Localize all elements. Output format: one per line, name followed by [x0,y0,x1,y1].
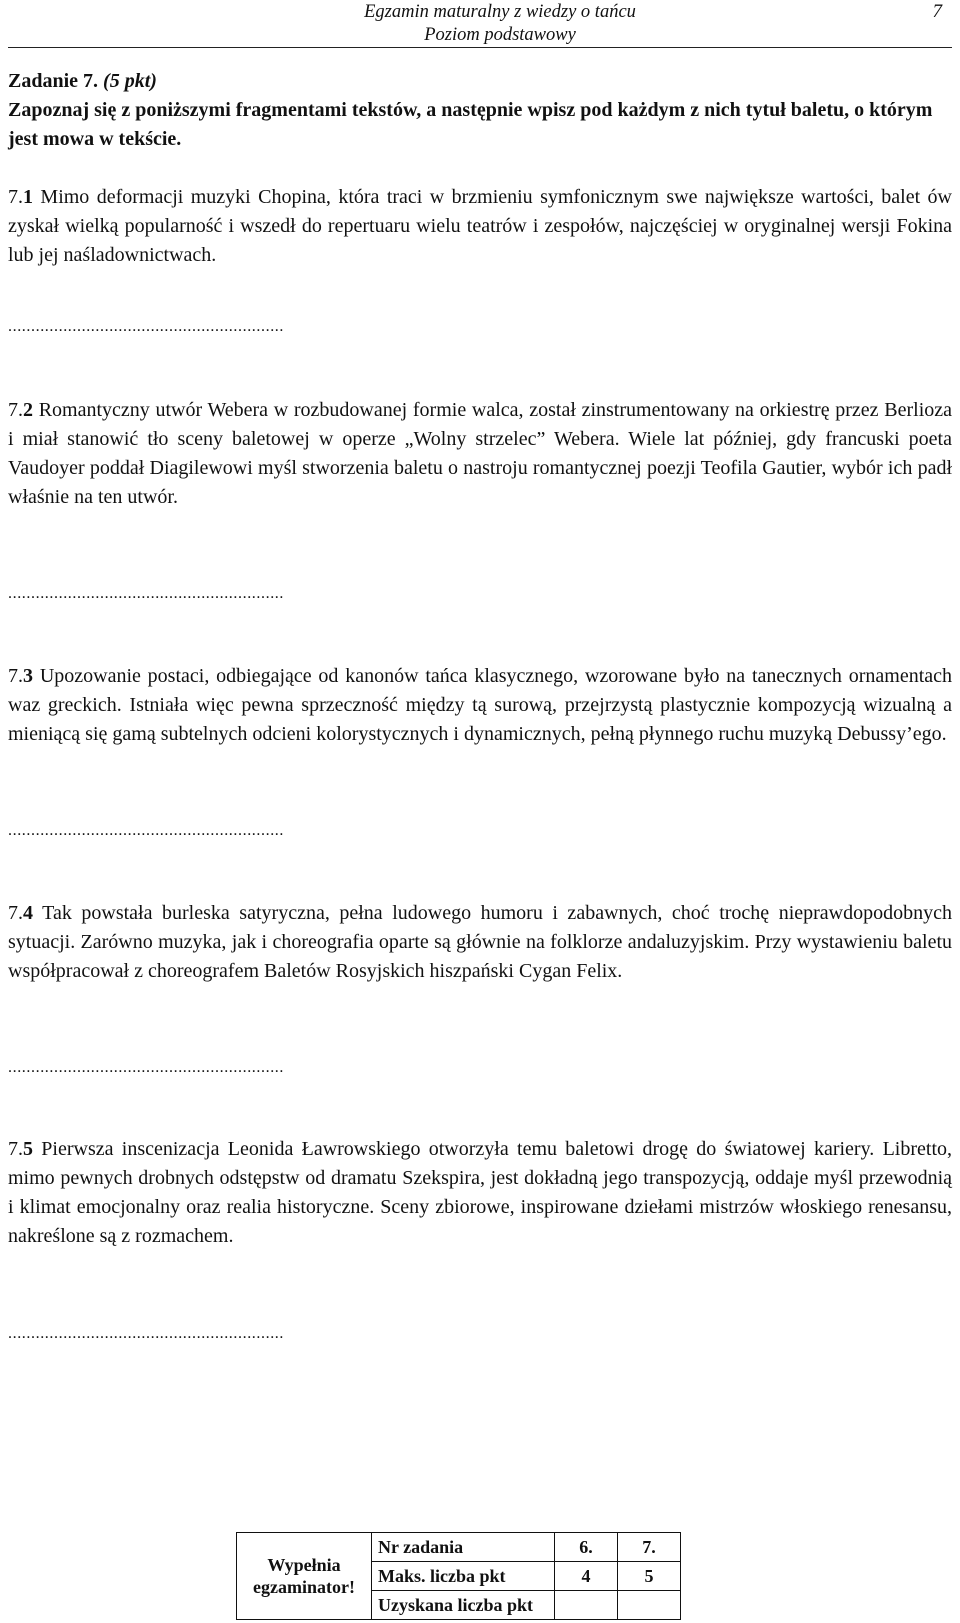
question-minor: 4 [23,902,33,924]
grading-got-7[interactable] [618,1591,681,1620]
task-title-line [8,67,952,96]
question-text: Upozowanie postaci, odbiegające od kanonów tańca klasycznego, wzorowane było na tanecznych ornamentach waz greckich. Istniała więc pewna sprzeczność między tą surową, przejrzystą plastycznie kompozycją wizualną a mieniącą się gamą subtelnych odcieni kolorystycznych i dynamicznych, pełną płynnego ruchu muzyką Debussy’ego. [8,665,953,745]
exam-name: Egzamin maturalny z wiedzy o tańcu [364,2,636,22]
task-instruction: Zapoznaj się z poniższymi fragmentami tekstów, a następnie wpisz pod każdym z nich tytuł baletu, o którym jest mowa w tekście. [8,99,933,150]
grading-table [236,1532,681,1620]
question-text: Tak powstała burleska satyryczna, pełna ludowego humoru i zabawnych, choć trochę nieprawdopodobnych sytuacji. Zarówno muzyka, jak i choreografia oparte są głównie na folklorze andaluzyjskim. Przy wystawieniu baletu współpracował z choreografem Baletów Rosyjskich hiszpański Cygan Felix. [8,902,952,982]
page-number: 7 [932,1,942,22]
question-7-5 [8,1135,952,1251]
exam-title [8,1,952,47]
task-number: Zadanie 7. [8,70,104,92]
question-major: 7. [8,1138,23,1160]
question-major: 7. [8,665,23,687]
question-text: Mimo deformacji muzyki Chopina, która traci w brzmieniu symfonicznym swe największe wartości, balet ów zyskał wielką popularność i wszedł do repertuaru wielu teatrów i zespołów, najczęściej w oryginalnej wersji Fokina lub jej naśladownictwach. [8,186,952,266]
question-number [8,665,33,687]
grading-max-7: 5 [618,1562,681,1591]
question-number [8,1138,33,1160]
question-major: 7. [8,186,23,208]
question-number [8,902,33,924]
page-header [8,0,952,48]
question-minor: 3 [23,665,33,687]
task-points: (5 pkt) [103,70,157,92]
answer-line-7-4[interactable]: ............................................................ [8,1059,284,1076]
grading-label-max: Maks. liczba pkt [372,1562,555,1591]
task-heading [8,67,952,154]
question-7-3 [8,662,952,749]
question-minor: 5 [23,1138,33,1160]
question-7-1 [8,183,952,270]
grading-filler-label [237,1533,372,1620]
exam-level: Poziom podstawowy [424,25,576,45]
question-number [8,186,33,208]
question-text: Romantyczny utwór Webera w rozbudowanej formie walca, został zinstrumentowany na orkiestrę przez Berlioza i miał stanowić tło sceny baletowej w operze „Wolny strzelec” Webera. Wiele lat później, gdy francuski poeta Vaudoyer poddał Diagilewowi myśl stworzenia baletu o nastroju romantycznej poezji Teofila Gautier, wybór ich padł właśnie na ten utwór. [8,399,952,508]
question-number [8,399,33,421]
grading-max-6: 4 [555,1562,618,1591]
answer-line-7-2[interactable]: ............................................................ [8,585,284,602]
question-7-2 [8,396,952,512]
answer-line-7-3[interactable]: ............................................................ [8,822,284,839]
answer-line-7-5[interactable]: ............................................................ [8,1325,284,1342]
grading-label-task: Nr zadania [372,1533,555,1562]
question-7-4 [8,899,952,986]
question-major: 7. [8,902,23,924]
question-text: Pierwsza inscenizacja Leonida Ławrowskiego otworzyła temu baletowi drogę do światowej kariery. Libretto, mimo pewnych drobnych odstępstw od dramatu Szekspira, jest dokładną jego transpozycją, oddaje myśl przewodnią i klimat emocjonalny oraz realia historyczne. Sceny zbiorowe, inspirowane dziełami mistrzów włoskiego renesansu, nakreślone są z rozmachem. [8,1138,953,1247]
grading-filler-line1: Wypełnia [267,1555,341,1575]
question-minor: 2 [23,399,33,421]
grading-row-task [237,1533,681,1562]
question-major: 7. [8,399,23,421]
answer-line-7-1[interactable]: ............................................................ [8,318,284,335]
grading-task-6: 6. [555,1533,618,1562]
grading-task-7: 7. [618,1533,681,1562]
grading-filler-line2: egzaminator! [253,1577,355,1597]
grading-label-got: Uzyskana liczba pkt [372,1591,555,1620]
question-minor: 1 [23,186,33,208]
grading-got-6[interactable] [555,1591,618,1620]
